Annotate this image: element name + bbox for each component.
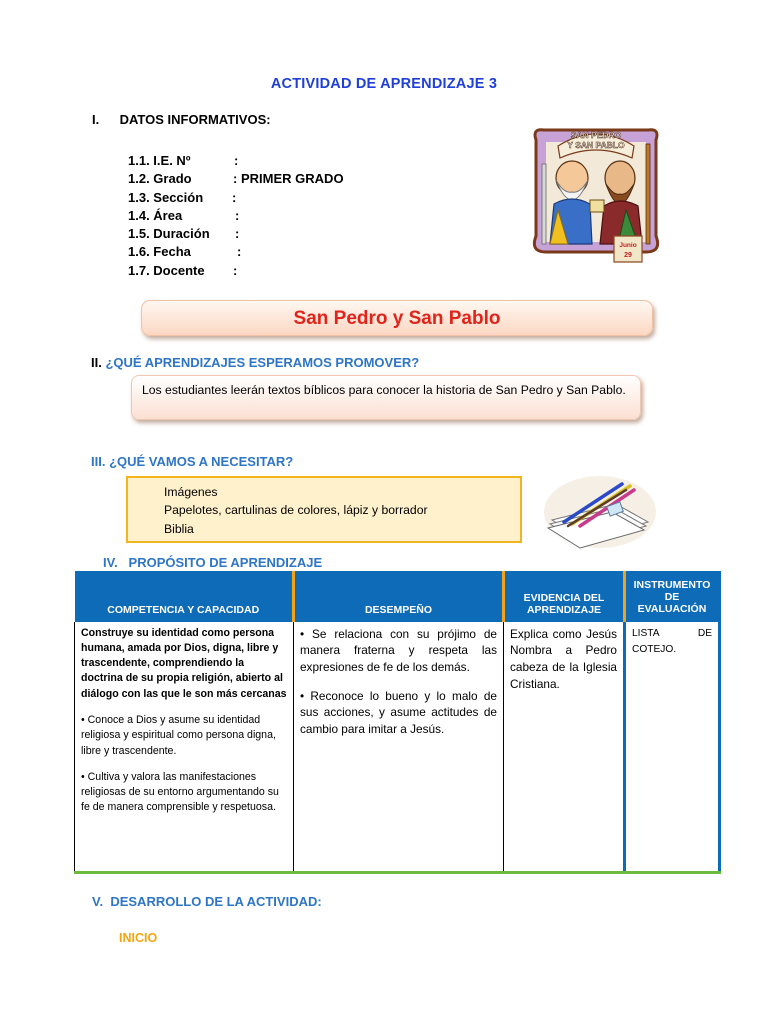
instrumento-word: LISTA [632,627,660,639]
info-row [128,226,240,244]
table-header: DESEMPEÑO [294,572,504,622]
info-colon: : [233,171,238,187]
page-title: ACTIVIDAD DE APRENDIZAJE 3 [270,76,498,92]
illustration-tag-month: Junio [619,242,637,249]
section-1-number: I. [92,112,100,127]
instrumento-word: DE [697,627,712,639]
papers-pencils-illustration [538,466,658,552]
material-item: Imágenes [164,485,218,499]
info-row [128,153,239,171]
info-label: 1.1. I.E. Nº [128,153,191,168]
section-5-title: DESARROLLO DE LA ACTIVIDAD: [110,894,322,909]
topic-title: San Pedro y San Pablo [293,308,501,329]
table-row [75,622,720,873]
table-header: INSTRUMENTO DE EVALUACIÓN [625,572,720,622]
evidencia-text: Explica como Jesús Nombra a Pedro cabeza de la Iglesia Cristiana. [510,626,617,691]
section-4-number: IV. [103,555,118,570]
info-row [128,171,344,189]
info-label: 1.3. Sección [128,189,204,205]
section-1-title: DATOS INFORMATIVOS: [119,112,271,127]
section-5-number: V. [92,894,104,909]
purpose-table [74,571,721,874]
capacidad-item: • Conoce a Dios y asume su identidad religiosa y espiritual como persona digna, libre y trascendente. [81,713,276,757]
info-colon: : [235,226,240,242]
learning-text: Los estudiantes leerán textos bíblicos para conocer la historia de San Pedro y San Pablo. [142,383,626,397]
material-item: Biblia [164,521,194,536]
section-4-title: PROPÓSITO DE APRENDIZAJE [128,555,323,570]
table-header: COMPETENCIA Y CAPACIDAD [75,572,294,622]
desempeno-cell [294,622,504,873]
section-3-title: ¿QUÉ VAMOS A NECESITAR? [109,454,294,469]
illustration-tag-day: 29 [624,252,632,259]
topic-banner [141,300,653,336]
info-label: 1.5. Duración [128,226,210,242]
info-value: PRIMER GRADO [241,171,344,187]
info-list [128,153,344,281]
evidencia-cell [504,622,625,873]
section-1-heading [92,112,271,127]
saints-illustration [528,124,664,266]
instrumento-cell [625,622,720,873]
info-label: 1.6. Fecha [128,244,191,260]
table-header-row [75,572,720,622]
desempeno-item: • Se relaciona con su prójimo de manera fraterna y respeta las expresiones de fe de los demás. [300,626,497,674]
info-row [128,207,240,226]
section-4-heading [103,555,322,570]
info-colon: : [233,262,238,278]
competencia-text: Construye su identidad como persona humana, amada por Dios, digna, libre y trascendente, comprendiendo la doctrina de su propia religión, abierto al diálogo con las que le son más cercanas [81,626,287,700]
desempeno-item: • Reconoce lo bueno y lo malo de sus acciones, y asume actitudes de cambio para imitar a Jesús. [300,688,497,737]
section-5-heading [92,894,322,909]
info-colon: : [234,153,239,168]
section-2-heading [91,355,419,370]
inicio-heading: INICIO [119,931,158,945]
illustration-caption-line2: Y SAN PABLO [567,140,625,150]
info-label: 1.2. Grado [128,171,192,187]
section-2-number: II. [91,355,102,370]
info-colon: : [237,244,242,260]
section-2-title: ¿QUÉ APRENDIZAJES ESPERAMOS PROMOVER? [105,355,420,370]
info-colon: : [232,189,237,205]
info-row [128,244,242,262]
info-row [128,262,238,281]
section-3-heading [91,454,293,469]
info-label: 1.7. Docente [128,262,205,278]
info-row [128,189,237,208]
illustration-caption-line1: SAN PEDRO [570,130,622,140]
materials-box [126,476,522,543]
material-item: Papelotes, cartulinas de colores, lápiz y borrador [164,503,428,518]
info-label: 1.4. Área [128,207,183,223]
competencia-cell [75,622,294,873]
section-3-number: III. [91,454,106,469]
table-header: EVIDENCIA DEL APRENDIZAJE [504,572,625,622]
instrumento-word: COTEJO. [632,643,677,655]
info-colon: : [235,207,240,223]
learning-box [131,375,641,420]
capacidad-item: • Cultiva y valora las manifestaciones religiosas de su entorno argumentando su fe de manera comprensible y respetuosa. [81,770,279,814]
instrumento-line [632,626,712,642]
